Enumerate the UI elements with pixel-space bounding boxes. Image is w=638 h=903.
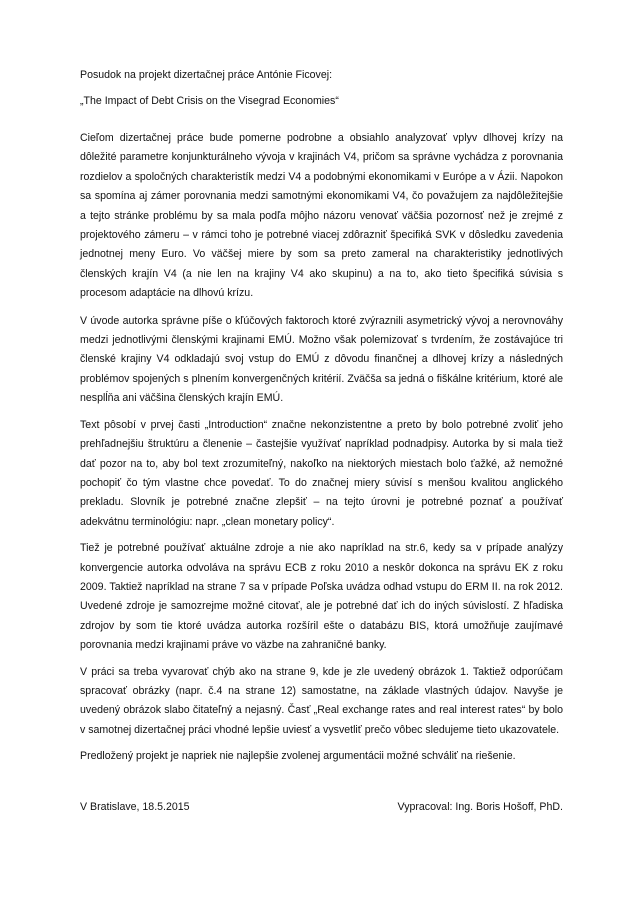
paragraph-6: Predložený projekt je napriek nie najlepšie zvolenej argumentácii možné schváliť na riešenie. [80, 750, 516, 763]
document-body [80, 68, 563, 767]
document-heading: Posudok na projekt dizertačnej práce Antónie Ficovej: [80, 69, 333, 81]
paragraph-3: Text pôsobí v prvej časti „Introduction“ značne nekonzistentne a preto by bolo potrebné zvoliť jeho prehľadnejšiu štruktúru a členenie – častejšie využívať napríklad podnadpisy. Autorka by si mala tiež dať pozor na to, aby bol text zrozumiteľný, nakoľko na niektorých miestach bolo ťažké, až nemožné pochopiť čo tým vlastne chce povedať. To do značnej miery súvisí s menšou kvalitou anglického prekladu. Slovník je potrebné značne zlepšiť – na tejto úrovni je potrebné poznať a používať adekvátnu terminológiu: napr. „clean monetary policy“. [80, 418, 563, 528]
project-title: „The Impact of Debt Crisis on the Visegrad Economies“ [80, 95, 339, 107]
author-signature: Vypracoval: Ing. Boris Hošoff, PhD. [397, 801, 563, 813]
place-date: V Bratislave, 18.5.2015 [80, 801, 190, 813]
signature-footer [80, 800, 563, 815]
paragraph-4: Tiež je potrebné používať aktuálne zdroje a nie ako napríklad na str.6, kedy sa v prípade analýzy konvergencie autorka odvoláva na správu ECB z roku 2010 a neskôr dokonca na správu EK z roku 2009. Taktiež napríklad na strane 7 sa v prípade Poľska uvádza odhad vstupu do ERM II. na rok 2012. Uvedené zdroje je samozrejme možné citovať, ale je potrebné dať ich do iných súvislostí. Z hľadiska zdrojov by som tie ktoré uvádza autorka rozšíril ešte o databázu BIS, ktorá umožňuje zaujímavé porovnania medzi krajinami práve vo väzbe na zahraničné banky. [80, 542, 563, 652]
paragraph-1: Cieľom dizertačnej práce bude pomerne podrobne a obsiahlo analyzovať vplyv dlhovej krízy na dôležité parametre konjunkturálneho vývoja v krajinách V4, pričom sa správne vychádza z porovnania rozdielov a spoločných charakteristík medzi V4 a podobnými ekonomikami v Európe a v Ázii. Napokon sa spomína aj zámer porovnania medzi samotnými ekonomikami V4, čo považujem za najdôležitejšie a tejto stránke problému by sa mala podľa môjho názoru venovať väčšia pozornosť než je zrejmé z projektového zámeru – v rámci toho je potrebné viacej zdôrazniť špecifiká SVK v dôsledku zavedenia jednotnej meny Euro. Vo väčšej miere by som sa preto zameral na charakteristiky jednotlivých členských krajín V4 (a nie len na krajiny V4 ako skupinu) a na to, ako tieto špecifiká súvisia s procesom adaptácie na dlhovú krízu. [80, 132, 563, 300]
paragraph-5: V práci sa treba vyvarovať chýb ako na strane 9, kde je zle uvedený obrázok 1. Taktiež odporúčam spracovať obrázky (napr. č.4 na strane 12) samostatne, na základe vlastných údajov. Navyše je uvedený obrázok slabo čitateľný a nejasný. Časť „Real exchange rates and real interest rates“ by bolo v samotnej dizertačnej práci vhodné lepšie uviesť a vysvetliť prečo vôbec sledujeme tieto ukazovatele. [80, 665, 563, 736]
paragraph-2: V úvode autorka správne píše o kľúčových faktoroch ktoré zvýraznili asymetrický vývoj a nerovnováhy medzi jednotlivými členskými krajinami EMÚ. Možno však polemizovať s tvrdením, že zostávajúce tri členské krajiny V4 odkladajú svoj vstup do EMÚ z dôvodu finančnej a dlhovej krízy a následných problémov spojených s plnením konvergenčných kritérií. Zväčša sa jedná o fiškálne kritérium, ktoré ale nesplĺňa ani väčšina členských krajín EMÚ. [80, 314, 563, 405]
